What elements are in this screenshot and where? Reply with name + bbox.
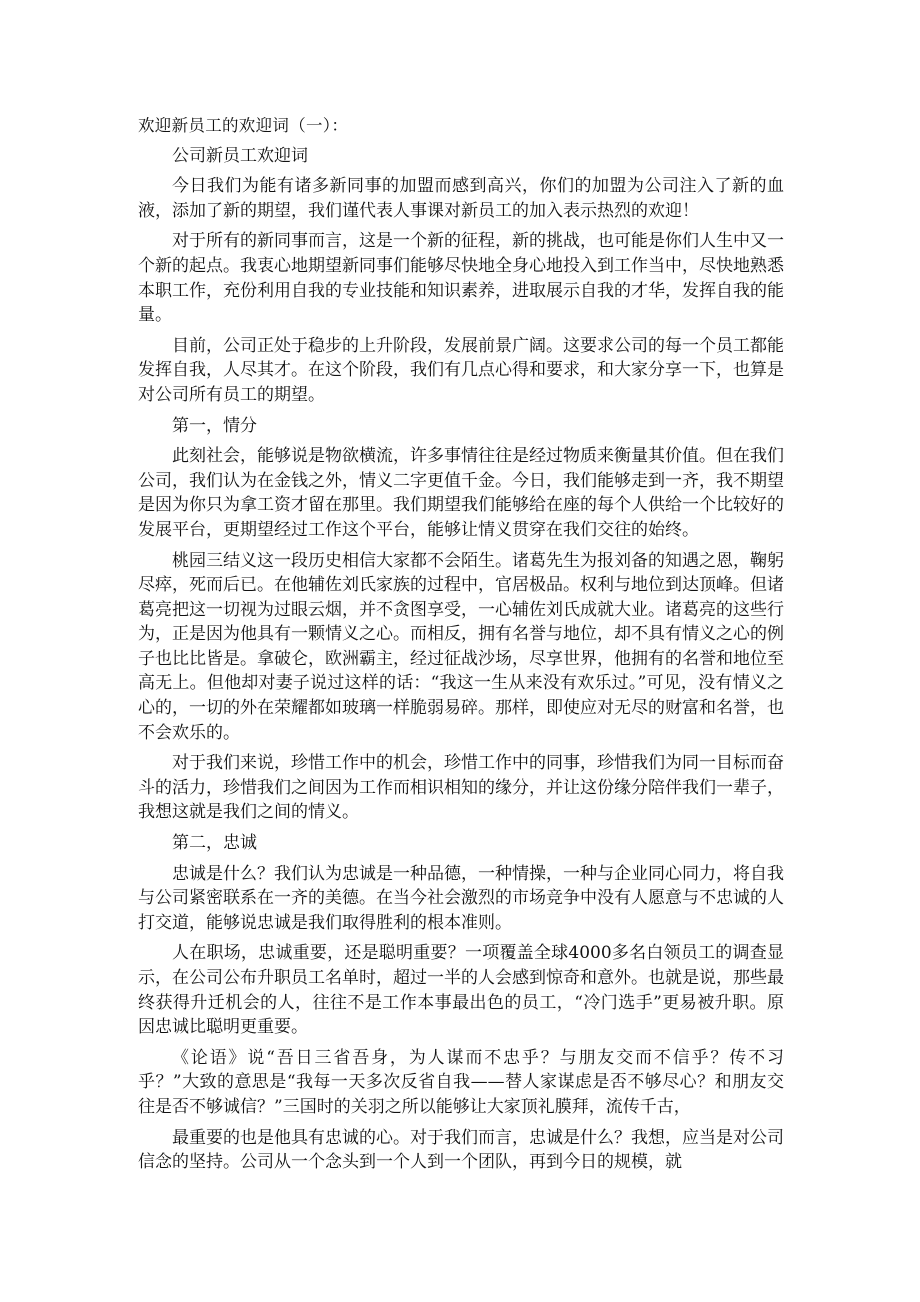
document-subtitle: 公司新员工欢迎词 (172, 145, 308, 166)
paragraph: 目前，公司正处于稳步的上升阶段，发展前景广阔。这要求公司的每一个员工都能发挥自我，人尽其才。在这个阶段，我们有几点心得和要求，和大家分享一下，也算是对公司所有员工的期望。 (138, 335, 784, 405)
section-heading-zhongcheng: 第二，忠诚 (172, 833, 257, 854)
paragraph: 对于我们来说，珍惜工作中的机会，珍惜工作中的同事，珍惜我们为同一目标而奋斗的活力，珍惜我们之间因为工作而相识相知的缘分，并让这份缘分陪伴我们一辈子，我想这就是我们之间的情义。 (138, 753, 784, 823)
section-heading-qingfen: 第一，情分 (172, 415, 257, 436)
paragraph: 《论语》说“吾日三省吾身，为人谋而不忠乎？与朋友交而不信乎？传不习乎？”大致的意思是“我每一天多次反省自我——替人家谋虑是否不够尽心？和朋友交往是否不够诚信？”三国时的关羽之所以能够让大家顶礼膜拜，流传千古， (138, 1047, 784, 1117)
paragraph: 忠诚是什么？我们认为忠诚是一种品德，一种情操，一种与企业同心同力，将自我与公司紧密联系在一齐的美德。在当今社会激烈的市场竞争中没有人愿意与不忠诚的人打交道，能够说忠诚是我们取得胜利的根本准则。 (138, 863, 784, 933)
paragraph: 最重要的也是他具有忠诚的心。对于我们而言，忠诚是什么？我想，应当是对公司信念的坚持。公司从一个念头到一个人到一个团队，再到今日的规模，就 (138, 1127, 784, 1173)
document-title: 欢迎新员工的欢迎词（一）： (138, 116, 349, 135)
paragraph: 桃园三结义这一段历史相信大家都不会陌生。诸葛先生为报刘备的知遇之恩，鞠躬尽瘁，死而后已。在他辅佐刘氏家族的过程中，官居极品。权利与地位到达顶峰。但诸葛亮把这一切视为过眼云烟，并不贪图享受，一心辅佐刘氏成就大业。诸葛亮的这些行为，正是因为他具有一颗情义之心。而相反，拥有名誉与地位，却不具有情义之心的例子也比比皆是。拿破仑，欧洲霸主，经过征战沙场，尽享世界，他拥有的名誉和地位至高无上。但他却对妻子说过这样的话：“我这一生从来没有欢乐过。”可见，没有情义之心的，一切的外在荣耀都如玻璃一样脆弱易碎。那样，即使应对无尽的财富和名誉，也不会欢乐的。 (138, 550, 784, 743)
paragraph: 人在职场，忠诚重要，还是聪明重要？一项覆盖全球4000多名白领员工的调查显示，在公司公布升职员工名单时，超过一半的人会感到惊奇和意外。也就是说，那些最终获得升迁机会的人，往往不是工作本事最出色的员工，“冷门选手”更易被升职。原因忠诚比聪明更重要。 (138, 943, 784, 1038)
paragraph: 对于所有的新同事而言，这是一个新的征程，新的挑战，也可能是你们人生中又一个新的起点。我衷心地期望新同事们能够尽快地全身心地投入到工作当中，尽快地熟悉本职工作，充份利用自我的专业技能和知识素养，进取展示自我的才华，发挥自我的能量。 (138, 231, 784, 326)
paragraph: 今日我们为能有诸多新同事的加盟而感到高兴，你们的加盟为公司注入了新的血液，添加了新的期望，我们谨代表人事课对新员工的加入表示热烈的欢迎！ (138, 176, 784, 221)
document-page (138, 114, 784, 1181)
paragraph: 此刻社会，能够说是物欲横流，许多事情往往是经过物质来衡量其价值。但在我们公司，我们认为在金钱之外，情义二字更值千金。今日，我们能够走到一齐，我不期望是因为你只为拿工资才留在那里。我们期望我们能够给在座的每个人供给一个比较好的发展平台，更期望经过工作这个平台，能够让情义贯穿在我们交往的始终。 (138, 446, 784, 540)
